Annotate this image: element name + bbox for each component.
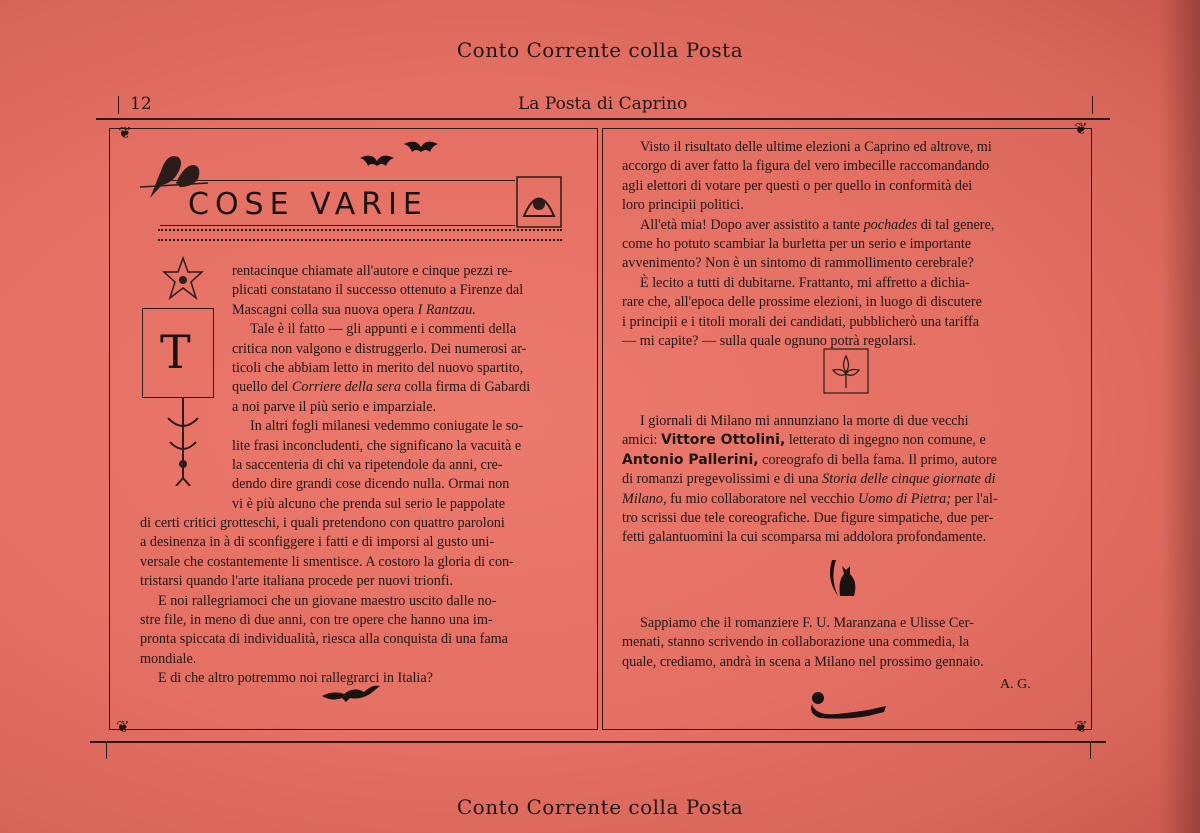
left-column-bottom — [140, 514, 576, 689]
rule-tick — [118, 96, 119, 114]
text-line: dendo dire grandi cose dicendo nulla. Ormai non — [232, 476, 510, 493]
text-line: Milano, fu mio collaboratore nel vecchio Uomo di Pietra; per l'al- — [622, 490, 998, 507]
text-line: avvenimento? Non è un sintomo di rammollimento cerebrale? — [622, 255, 974, 272]
running-title: La Posta di Caprino — [518, 94, 688, 114]
bat-icon — [404, 138, 438, 156]
text-line: agli elettori di votare per questi o per quello in conformità dei — [622, 177, 973, 194]
text-line: quale, crediamo, andrà in scena a Milano nel prossimo gennaio. — [622, 653, 984, 670]
text-line: Antonio Pallerini, coreografo di bella fama. Il primo, autore — [622, 451, 997, 468]
text-line: i principii e i titoli morali dei candidati, pubblicherò una tariffa — [622, 313, 980, 330]
newspaper-title: Corriere della sera — [291, 379, 401, 396]
rule-tick — [1090, 741, 1091, 759]
fleur-ornament-icon — [516, 176, 562, 228]
right-column-elections — [622, 138, 1066, 351]
cat-on-moon-icon — [826, 550, 862, 600]
text-line: accorgo di aver fatto la figura del vero imbecille raccomandando — [622, 158, 990, 175]
text-line: come ho potuto scambiar la burletta per un serio e importante — [622, 236, 972, 253]
fleur-ornament-icon: ❦ — [116, 717, 130, 736]
page-footer: Conto Corrente colla Posta — [456, 795, 744, 819]
newspaper-title: Uomo di Pietra; — [858, 490, 951, 507]
lizard-icon — [320, 680, 382, 704]
fleur-ornament-icon — [158, 256, 208, 306]
text-line: fetti galantuomini la cui scomparsa mi addolora profondamente. — [622, 529, 987, 546]
text-line: — mi capite? — sulla quale ognuno potrà regolarsi. — [622, 333, 917, 350]
text-line: rentacinque chiamate all'autore e cinque pezzi re- — [232, 263, 513, 279]
dropcap-letter: T — [160, 325, 191, 379]
bat-icon — [360, 152, 394, 170]
text-line: All'età mia! Dopo aver assistito a tante pochades di tal genere, — [640, 216, 995, 233]
text-line: quello del Corriere della sera colla firma di Gabardi — [232, 379, 531, 396]
pochades-word: pochades — [863, 216, 918, 233]
flower-vignette-icon — [823, 348, 869, 394]
text-line: a desinenza in à di sconfiggere i fatti e di imporsi al gusto uni- — [140, 534, 495, 551]
text-line: mondiale. — [140, 650, 197, 667]
section-title: COSE VARIE — [188, 187, 428, 222]
rule-tick — [106, 741, 107, 759]
text-line: critica non valgono e distruggerlo. Dei numerosi ar- — [232, 340, 527, 357]
fleur-ornament-icon: ❦ — [1074, 119, 1088, 138]
text-line: In altri fogli milanesi vedemmo coniugate le so- — [250, 418, 524, 435]
text-line: pronta spiccata di individualità, riesca alla conquista di una fama — [140, 631, 508, 648]
text-line: stre file, in meno di due anni, con tre opere che hanno una im- — [140, 612, 493, 629]
rule-tick — [1092, 96, 1093, 114]
fleur-ornament-icon: ❦ — [118, 123, 132, 142]
ornamental-border — [158, 229, 562, 241]
fleur-ornament-icon: ❦ — [1074, 717, 1088, 736]
author-signature: A. G. — [1000, 677, 1031, 692]
text-line: E di che altro potremmo noi rallegrarci in Italia? — [158, 670, 433, 687]
text-line: vi è più alcuno che prenda sul serio le pappolate — [232, 495, 506, 512]
text-line: menati, stanno scrivendo in collaborazione una commedia, la — [622, 634, 970, 651]
right-column-obituary — [622, 412, 1066, 548]
left-column-top — [232, 262, 576, 514]
text-line: a noi parve il più serio e imparziale. — [232, 398, 437, 415]
book-title: Storia delle cinque giornate di — [822, 471, 996, 488]
text-line: di certi critici grotteschi, i quali pretendono con quattro paroloni — [140, 515, 505, 531]
text-line: lite frasi inconcludenti, che significano la vacuità e — [232, 437, 522, 454]
text-line: tristarsi quando l'arte italiana procede per nuovi trionfi. — [140, 573, 453, 590]
text-line: I giornali di Milano mi annunziano la morte di due vecchi — [640, 413, 969, 429]
moon-icon — [534, 136, 560, 172]
text-line: tro scrissi due tele coreografiche. Due figure simpatiche, due per- — [622, 510, 994, 527]
text-line: la saccenteria di chi va ripetendole da anni, cre- — [232, 457, 503, 474]
text-line: plicati constatano il successo ottenuto a Firenze dal — [232, 282, 524, 299]
text-line: rare che, all'epoca delle prossime elezioni, in luogo di discutere — [622, 294, 982, 311]
name-pallerini: Antonio Pallerini, — [622, 451, 759, 468]
name-ottolini: Vittore Ottolini, — [661, 432, 786, 449]
text-line: Mascagni colla sua nuova opera I Rantzau. — [232, 301, 476, 318]
page-header: Conto Corrente colla Posta — [456, 38, 744, 62]
text-line: loro principii politici. — [622, 197, 744, 214]
text-line: versale che costantemente li smentisce. A costoro la gloria di con- — [140, 553, 514, 570]
section-title-box — [160, 180, 515, 226]
text-line: Visto il risultato delle ultime elezioni a Caprino ed altrove, mi — [640, 139, 992, 155]
fleur-ornament-icon — [160, 398, 206, 486]
opera-title: I Rantzau. — [417, 301, 476, 318]
text-line: Sappiamo che il romanziere F. U. Maranzana e Ulisse Cer- — [640, 615, 974, 631]
text-line: amici: Vittore Ottolini, letterato di ingegno non comune, e — [622, 432, 986, 449]
text-line: E noi rallegriamoci che un giovane maestro uscito dalle no- — [158, 592, 497, 609]
reclining-figure-icon — [806, 690, 888, 720]
text-line: È lecito a tutti di dubitarne. Frattanto, mi affretto a dichia- — [640, 274, 970, 291]
bottom-rule — [90, 741, 1106, 743]
text-line: di romanzi pregevolissimi e di una Storia delle cinque giornate di — [622, 471, 996, 488]
text-line: ticoli che abbiam letto in merito del nuovo spartito, — [232, 360, 524, 377]
top-rule — [96, 118, 1110, 120]
right-column-notice — [622, 614, 1066, 672]
page-number: 12 — [130, 94, 152, 114]
text-line: Tale è il fatto — gli appunti e i commenti della — [250, 321, 517, 338]
